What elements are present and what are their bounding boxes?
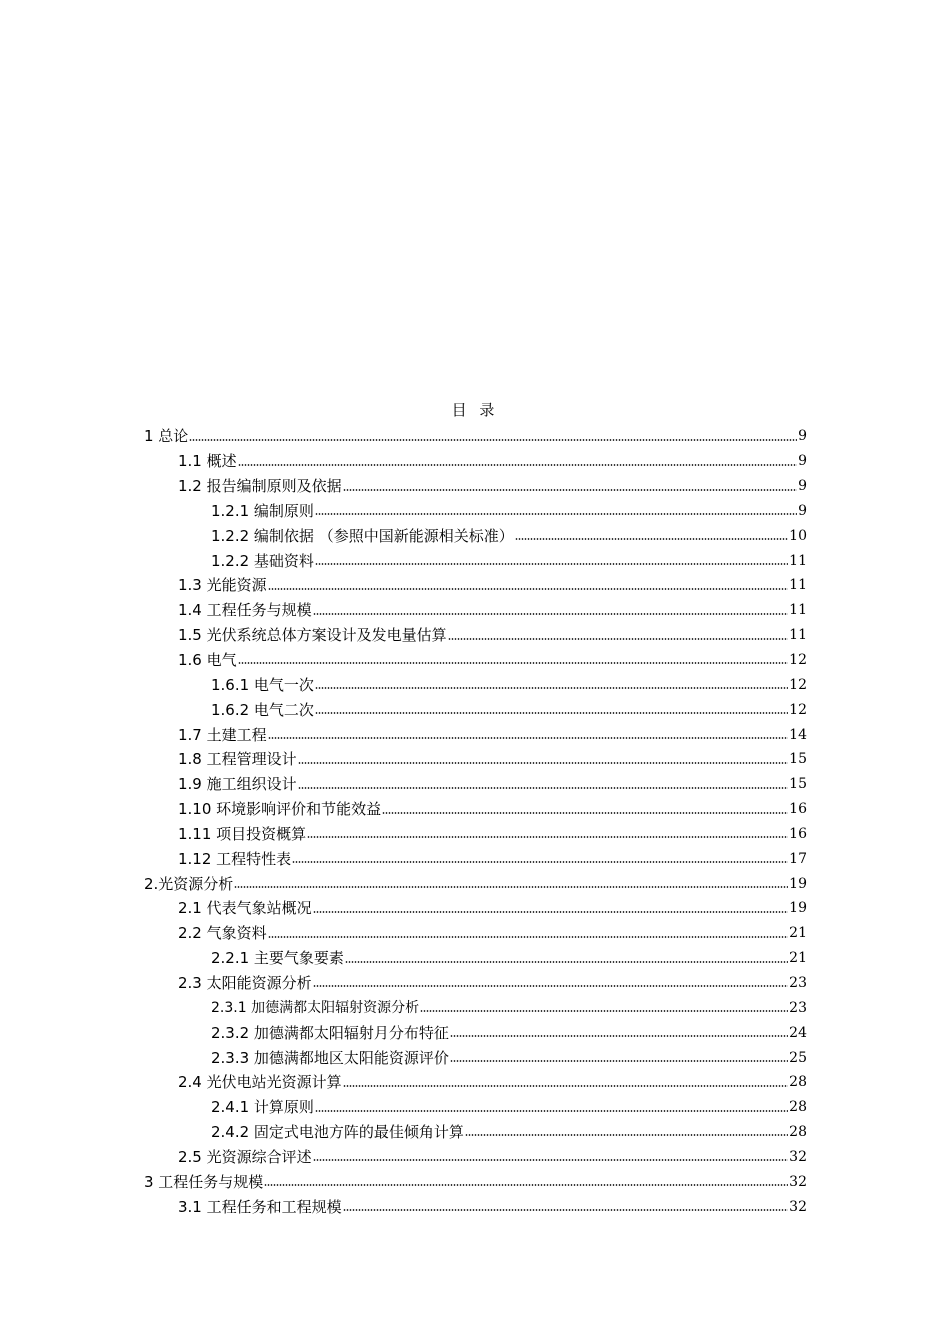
toc-title: 目 录 [451,401,499,419]
toc-entry-label: 3.1 工程任务和工程规模 [178,1197,342,1216]
toc-entry-page-number: 25 [789,1049,807,1066]
toc-dot-leader [292,861,788,863]
toc-entry-page-number: 28 [789,1124,807,1141]
toc-entry-page-number: 28 [789,1099,807,1116]
toc-entry-label: 2.4.2 固定式电池方阵的最佳倾角计算 [211,1123,464,1142]
toc-entry-page-number: 11 [789,552,807,569]
toc-entry-page-number: 12 [789,676,807,693]
toc-entry-label: 1.6 电气 [178,651,237,670]
toc-dot-leader [450,1060,788,1062]
toc-dot-leader [315,513,797,515]
toc-entry-label: 1.10 环境影响评价和节能效益 [178,800,382,819]
toc-entry-page-number: 23 [789,974,807,991]
toc-entry-page-number: 9 [798,453,807,470]
toc-entry[interactable] [0,648,950,673]
toc-dot-leader [268,737,789,739]
toc-entry-label: 3 工程任务与规模 [144,1172,264,1191]
toc-entry-page-number: 32 [789,1198,807,1215]
toc-entry-label: 1.2.2 编制依据 （参照中国新能源相关标准） [211,526,514,545]
toc-entry[interactable] [0,474,950,499]
toc-entry-page-number: 11 [789,577,807,594]
toc-entry-page-number: 24 [789,1024,807,1041]
toc-dot-leader [189,439,797,441]
toc-dot-leader [382,812,788,814]
toc-dot-leader [313,985,789,987]
toc-dot-leader [315,687,788,689]
toc-entry-label: 1.11 项目投资概算 [178,824,307,843]
toc-entry-label: 1.5 光伏系统总体方案设计及发电量估算 [178,626,447,645]
toc-entry[interactable] [0,548,950,573]
toc-entry-page-number: 21 [789,925,807,942]
toc-entry-page-number: 15 [789,751,807,768]
toc-entry[interactable] [0,871,950,896]
toc-entry[interactable] [0,1095,950,1120]
toc-entry-label: 1.2 报告编制原则及依据 [178,477,342,496]
toc-dot-leader [238,464,797,466]
toc-entry-label: 1.3 光能资源 [178,576,267,595]
toc-entry-label: 1.12 工程特性表 [178,849,292,868]
toc-dot-leader [315,563,788,565]
toc-entry[interactable] [0,971,950,996]
toc-dot-leader [298,787,789,789]
toc-entry[interactable] [0,598,950,623]
toc-entry[interactable] [0,1144,950,1169]
toc-entry[interactable] [0,722,950,747]
toc-entry-label: 2.2 气象资料 [178,924,267,943]
toc-entry-label: 1.7 土建工程 [178,725,267,744]
toc-entry-label: 2.3.3 加德满都地区太阳能资源评价 [211,1048,449,1067]
toc-entry-label: 1.6.2 电气二次 [211,700,314,719]
toc-entry-label: 1.2.2 基础资料 [211,551,314,570]
toc-entry-label: 1.1 概述 [178,452,237,471]
toc-entry-label: 1.4 工程任务与规模 [178,601,312,620]
toc-dot-leader [264,1184,788,1186]
toc-entry-label: 1.2.1 编制原则 [211,501,314,520]
toc-entry-page-number: 28 [789,1074,807,1091]
toc-dot-leader [238,662,789,664]
toc-dot-leader [345,961,788,963]
toc-entry-page-number: 12 [789,652,807,669]
toc-entry-page-number: 32 [789,1173,807,1190]
toc-entry[interactable] [0,623,950,648]
toc-entry[interactable] [0,1020,950,1045]
toc-entry-page-number: 32 [789,1148,807,1165]
toc-entry[interactable] [0,573,950,598]
toc-dot-leader [313,1159,789,1161]
toc-entry[interactable] [0,747,950,772]
toc-entry-label: 2.光资源分析 [144,874,234,893]
toc-entry-page-number: 16 [789,825,807,842]
toc-dot-leader [268,588,789,590]
toc-entry-page-number: 12 [789,701,807,718]
toc-entry[interactable] [0,946,950,971]
toc-dot-leader [343,1085,789,1087]
table-of-contents [0,424,950,1219]
toc-dot-leader [298,762,789,764]
toc-entry-page-number: 11 [789,602,807,619]
toc-dot-leader [448,638,789,640]
toc-entry[interactable] [0,797,950,822]
toc-entry-page-number: 19 [789,900,807,917]
toc-dot-leader [268,936,789,938]
toc-entry[interactable] [0,772,950,797]
toc-entry-page-number: 19 [789,875,807,892]
toc-entry-page-number: 10 [789,527,807,544]
toc-dot-leader [313,911,789,913]
toc-entry[interactable] [0,822,950,847]
toc-entry-page-number: 15 [789,776,807,793]
toc-dot-leader [343,489,797,491]
toc-entry-page-number: 9 [798,478,807,495]
toc-entry-label: 1.6.1 电气一次 [211,675,314,694]
toc-entry[interactable] [0,449,950,474]
toc-entry[interactable] [0,499,950,524]
toc-dot-leader [313,613,789,615]
toc-entry-label: 2.3 太阳能资源分析 [178,973,312,992]
toc-entry-page-number: 14 [789,726,807,743]
toc-entry-page-number: 9 [798,502,807,519]
toc-entry-label: 1.8 工程管理设计 [178,750,297,769]
toc-entry[interactable] [0,1045,950,1070]
toc-entry-label: 2.3.2 加德满都太阳辐射月分布特征 [211,1023,449,1042]
toc-entry[interactable] [0,921,950,946]
toc-entry-label: 2.4.1 计算原则 [211,1098,314,1117]
toc-dot-leader [465,1134,788,1136]
toc-entry[interactable] [0,424,950,449]
toc-dot-leader [343,1209,789,1211]
toc-dot-leader [234,886,788,888]
toc-entry-label: 2.1 代表气象站概况 [178,899,312,918]
toc-entry-page-number: 16 [789,801,807,818]
toc-dot-leader [420,1010,788,1012]
toc-entry-label: 2.2.1 主要气象要素 [211,949,344,968]
toc-entry[interactable] [0,1194,950,1219]
toc-dot-leader [450,1035,788,1037]
toc-entry-label: 2.3.1 加德满都太阳辐射资源分析 [211,999,420,1016]
toc-entry-page-number: 17 [789,850,807,867]
toc-entry[interactable] [0,1070,950,1095]
toc-entry[interactable] [0,1120,950,1145]
toc-entry-label: 1 总论 [144,427,189,446]
toc-entry[interactable] [0,672,950,697]
toc-dot-leader [315,1110,788,1112]
toc-entry-label: 1.9 施工组织设计 [178,775,297,794]
toc-entry-label: 2.5 光资源综合评述 [178,1147,312,1166]
toc-entry[interactable] [0,1169,950,1194]
toc-dot-leader [307,836,788,838]
toc-entry-page-number: 23 [789,999,807,1016]
toc-entry[interactable] [0,995,950,1020]
toc-dot-leader [515,538,788,540]
toc-entry[interactable] [0,896,950,921]
toc-entry-page-number: 11 [789,627,807,644]
toc-entry-page-number: 21 [789,950,807,967]
toc-entry-page-number: 9 [798,428,807,445]
toc-entry[interactable] [0,523,950,548]
toc-entry[interactable] [0,697,950,722]
toc-dot-leader [315,712,788,714]
toc-entry[interactable] [0,846,950,871]
toc-entry-label: 2.4 光伏电站光资源计算 [178,1073,342,1092]
